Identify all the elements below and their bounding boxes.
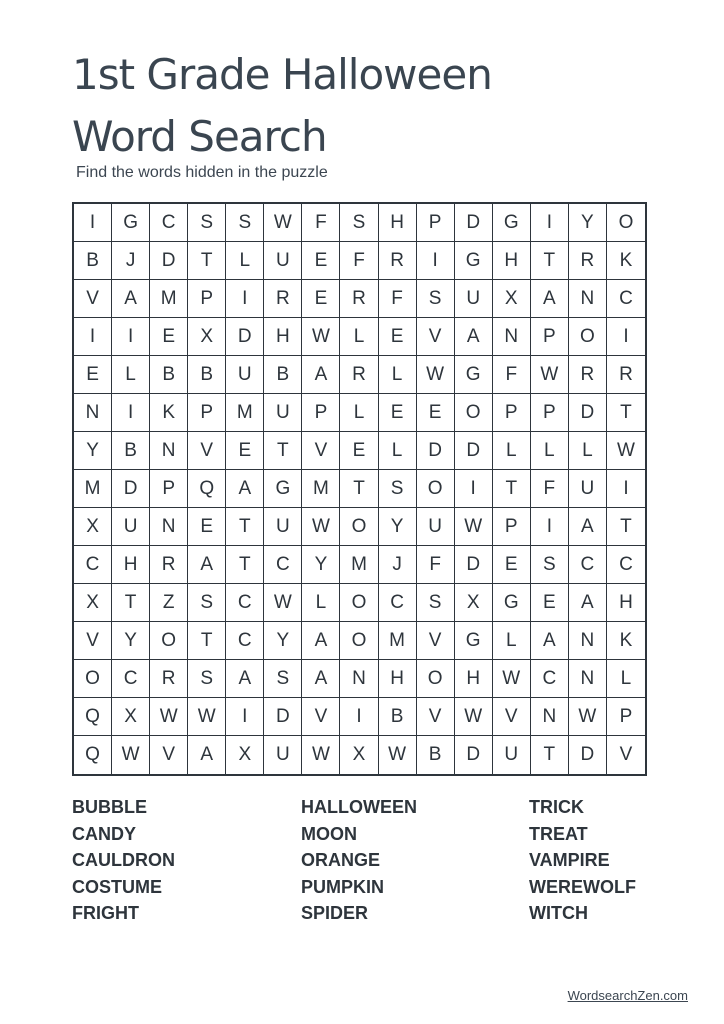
- grid-cell: I: [112, 318, 150, 356]
- grid-cell: H: [379, 204, 417, 242]
- grid-cell: L: [112, 356, 150, 394]
- grid-cell: P: [607, 698, 645, 736]
- grid-cell: D: [569, 394, 607, 432]
- grid-cell: Y: [569, 204, 607, 242]
- letter-grid: [72, 202, 647, 776]
- grid-cell: F: [417, 546, 455, 584]
- grid-cell: T: [112, 584, 150, 622]
- grid-cell: D: [455, 432, 493, 470]
- word-list-item: COSTUME: [72, 876, 162, 897]
- grid-cell: L: [226, 242, 264, 280]
- grid-cell: D: [112, 470, 150, 508]
- grid-cell: D: [226, 318, 264, 356]
- grid-cell: I: [226, 698, 264, 736]
- grid-cell: L: [379, 432, 417, 470]
- grid-cell: O: [340, 622, 378, 660]
- grid-cell: A: [112, 280, 150, 318]
- grid-cell: P: [493, 508, 531, 546]
- grid-cell: W: [455, 508, 493, 546]
- grid-cell: I: [531, 204, 569, 242]
- grid-cell: H: [379, 660, 417, 698]
- grid-cell: S: [417, 280, 455, 318]
- grid-cell: F: [379, 280, 417, 318]
- word-list-column-1: [72, 794, 175, 927]
- grid-cell: A: [455, 318, 493, 356]
- grid-cell: L: [379, 356, 417, 394]
- grid-cell: C: [226, 584, 264, 622]
- grid-cell: E: [74, 356, 112, 394]
- grid-cell: U: [569, 470, 607, 508]
- grid-cell: N: [531, 698, 569, 736]
- word-list-item: CANDY: [72, 823, 137, 844]
- grid-cell: E: [150, 318, 188, 356]
- grid-cell: V: [417, 622, 455, 660]
- word-list: [72, 794, 672, 934]
- grid-cell: W: [302, 318, 340, 356]
- grid-cell: V: [493, 698, 531, 736]
- grid-cell: E: [226, 432, 264, 470]
- grid-cell: N: [569, 622, 607, 660]
- grid-cell: E: [379, 394, 417, 432]
- grid-cell: M: [226, 394, 264, 432]
- grid-cell: W: [188, 698, 226, 736]
- grid-cell: E: [302, 280, 340, 318]
- grid-cell: E: [340, 432, 378, 470]
- grid-cell: L: [340, 318, 378, 356]
- grid-cell: V: [302, 432, 340, 470]
- grid-cell: T: [607, 394, 645, 432]
- grid-cell: D: [455, 546, 493, 584]
- grid-cell: E: [379, 318, 417, 356]
- grid-cell: R: [379, 242, 417, 280]
- grid-cell: A: [302, 356, 340, 394]
- word-list-item: CAULDRON: [72, 850, 175, 870]
- grid-cell: L: [531, 432, 569, 470]
- word-list-item: FRIGHT: [72, 903, 139, 923]
- grid-cell: L: [493, 622, 531, 660]
- grid-cell: T: [264, 432, 302, 470]
- page-title: [72, 44, 492, 168]
- grid-cell: Y: [112, 622, 150, 660]
- grid-cell: W: [569, 698, 607, 736]
- grid-cell: T: [531, 242, 569, 280]
- grid-cell: R: [569, 356, 607, 394]
- grid-cell: R: [150, 660, 188, 698]
- grid-cell: A: [569, 584, 607, 622]
- grid-cell: V: [188, 432, 226, 470]
- grid-cell: H: [493, 242, 531, 280]
- grid-cell: O: [340, 584, 378, 622]
- grid-cell: M: [379, 622, 417, 660]
- grid-cell: W: [264, 584, 302, 622]
- grid-cell: V: [302, 698, 340, 736]
- grid-cell: X: [455, 584, 493, 622]
- grid-cell: C: [112, 660, 150, 698]
- grid-cell: F: [302, 204, 340, 242]
- grid-cell: M: [302, 470, 340, 508]
- grid-cell: F: [493, 356, 531, 394]
- grid-cell: V: [417, 318, 455, 356]
- grid-cell: P: [417, 204, 455, 242]
- grid-cell: C: [150, 204, 188, 242]
- grid-cell: R: [340, 356, 378, 394]
- grid-cell: W: [607, 432, 645, 470]
- grid-cell: V: [74, 280, 112, 318]
- grid-cell: U: [455, 280, 493, 318]
- grid-cell: S: [340, 204, 378, 242]
- grid-cell: I: [340, 698, 378, 736]
- grid-cell: I: [607, 470, 645, 508]
- grid-cell: X: [188, 318, 226, 356]
- grid-cell: C: [74, 546, 112, 584]
- grid-cell: W: [150, 698, 188, 736]
- word-list-item: MOON: [301, 823, 357, 844]
- grid-cell: U: [226, 356, 264, 394]
- grid-cell: J: [379, 546, 417, 584]
- grid-cell: P: [531, 394, 569, 432]
- grid-cell: L: [302, 584, 340, 622]
- grid-cell: G: [264, 470, 302, 508]
- word-list-column-3: [529, 794, 636, 927]
- grid-cell: X: [112, 698, 150, 736]
- grid-cell: Z: [150, 584, 188, 622]
- grid-cell: T: [226, 508, 264, 546]
- grid-cell: A: [569, 508, 607, 546]
- instructions-text: Find the words hidden in the puzzle: [76, 164, 328, 181]
- grid-cell: F: [531, 470, 569, 508]
- grid-cell: S: [379, 470, 417, 508]
- grid-cell: A: [302, 660, 340, 698]
- grid-cell: U: [264, 242, 302, 280]
- grid-cell: R: [150, 546, 188, 584]
- grid-cell: N: [150, 508, 188, 546]
- grid-cell: O: [417, 470, 455, 508]
- word-list-item: HALLOWEEN: [301, 797, 417, 817]
- grid-cell: X: [226, 736, 264, 774]
- grid-cell: G: [455, 356, 493, 394]
- grid-cell: S: [264, 660, 302, 698]
- grid-cell: R: [264, 280, 302, 318]
- grid-cell: N: [493, 318, 531, 356]
- grid-cell: E: [531, 584, 569, 622]
- grid-cell: I: [531, 508, 569, 546]
- grid-cell: I: [607, 318, 645, 356]
- grid-cell: H: [607, 584, 645, 622]
- grid-cell: K: [607, 622, 645, 660]
- grid-cell: L: [569, 432, 607, 470]
- grid-cell: O: [74, 660, 112, 698]
- word-list-item: ORANGE: [301, 850, 381, 870]
- grid-cell: W: [112, 736, 150, 774]
- grid-cell: I: [417, 242, 455, 280]
- grid-cell: S: [188, 660, 226, 698]
- grid-cell: D: [417, 432, 455, 470]
- grid-cell: C: [607, 546, 645, 584]
- grid-cell: O: [417, 660, 455, 698]
- grid-cell: Y: [74, 432, 112, 470]
- grid-cell: W: [264, 204, 302, 242]
- grid-cell: T: [531, 736, 569, 774]
- grid-cell: H: [455, 660, 493, 698]
- grid-cell: Y: [264, 622, 302, 660]
- grid-cell: V: [74, 622, 112, 660]
- grid-cell: M: [74, 470, 112, 508]
- grid-cell: T: [493, 470, 531, 508]
- grid-cell: X: [74, 508, 112, 546]
- grid-cell: O: [569, 318, 607, 356]
- grid-cell: Q: [74, 698, 112, 736]
- grid-cell: B: [112, 432, 150, 470]
- grid-cell: C: [226, 622, 264, 660]
- grid-cell: D: [455, 736, 493, 774]
- grid-cell: D: [150, 242, 188, 280]
- grid-cell: D: [264, 698, 302, 736]
- grid-cell: M: [150, 280, 188, 318]
- grid-cell: W: [379, 736, 417, 774]
- grid-cell: P: [302, 394, 340, 432]
- grid-cell: Y: [302, 546, 340, 584]
- grid-cell: P: [493, 394, 531, 432]
- grid-cell: S: [531, 546, 569, 584]
- grid-cell: P: [150, 470, 188, 508]
- word-list-item: PUMPKIN: [301, 876, 385, 897]
- grid-cell: N: [569, 660, 607, 698]
- grid-cell: A: [226, 470, 264, 508]
- grid-cell: Y: [379, 508, 417, 546]
- grid-cell: B: [417, 736, 455, 774]
- grid-cell: B: [150, 356, 188, 394]
- grid-cell: X: [74, 584, 112, 622]
- grid-cell: O: [607, 204, 645, 242]
- grid-cell: W: [493, 660, 531, 698]
- grid-cell: A: [188, 736, 226, 774]
- word-list-item: SPIDER: [301, 903, 369, 923]
- grid-cell: I: [455, 470, 493, 508]
- grid-cell: K: [607, 242, 645, 280]
- grid-cell: G: [112, 204, 150, 242]
- title-line-2: Word Search: [72, 112, 327, 161]
- grid-cell: T: [340, 470, 378, 508]
- grid-cell: O: [150, 622, 188, 660]
- grid-cell: A: [188, 546, 226, 584]
- grid-cell: W: [417, 356, 455, 394]
- title-line-1: 1st Grade Halloween: [72, 50, 492, 99]
- grid-cell: U: [493, 736, 531, 774]
- grid-cell: R: [340, 280, 378, 318]
- grid-cell: S: [226, 204, 264, 242]
- word-list-item: WEREWOLF: [529, 876, 636, 897]
- grid-cell: E: [417, 394, 455, 432]
- grid-cell: X: [493, 280, 531, 318]
- grid-cell: P: [531, 318, 569, 356]
- word-list-item: VAMPIRE: [529, 850, 610, 870]
- grid-cell: I: [226, 280, 264, 318]
- grid-cell: L: [493, 432, 531, 470]
- grid-cell: T: [188, 622, 226, 660]
- grid-cell: P: [188, 394, 226, 432]
- grid-cell: G: [455, 242, 493, 280]
- grid-cell: E: [188, 508, 226, 546]
- grid-cell: H: [264, 318, 302, 356]
- grid-cell: N: [569, 280, 607, 318]
- grid-cell: A: [226, 660, 264, 698]
- grid-cell: O: [340, 508, 378, 546]
- grid-cell: W: [531, 356, 569, 394]
- grid-cell: C: [379, 584, 417, 622]
- grid-cell: I: [74, 318, 112, 356]
- word-list-item: TREAT: [529, 823, 588, 844]
- grid-cell: N: [150, 432, 188, 470]
- grid-cell: R: [607, 356, 645, 394]
- grid-cell: W: [302, 736, 340, 774]
- grid-cell: C: [569, 546, 607, 584]
- grid-cell: Q: [188, 470, 226, 508]
- grid-cell: N: [340, 660, 378, 698]
- grid-cell: Q: [74, 736, 112, 774]
- grid-cell: B: [74, 242, 112, 280]
- grid-cell: O: [455, 394, 493, 432]
- grid-cell: G: [493, 204, 531, 242]
- grid-cell: S: [188, 204, 226, 242]
- grid-cell: X: [340, 736, 378, 774]
- grid-cell: A: [531, 280, 569, 318]
- grid-cell: V: [150, 736, 188, 774]
- grid-cell: U: [264, 394, 302, 432]
- grid-cell: W: [302, 508, 340, 546]
- grid-cell: T: [226, 546, 264, 584]
- grid-cell: W: [455, 698, 493, 736]
- grid-cell: C: [607, 280, 645, 318]
- grid-cell: P: [188, 280, 226, 318]
- grid-cell: T: [188, 242, 226, 280]
- word-list-item: TRICK: [529, 797, 584, 817]
- grid-cell: V: [417, 698, 455, 736]
- grid-cell: E: [493, 546, 531, 584]
- footer-link[interactable]: WordsearchZen.com: [567, 988, 688, 1003]
- grid-cell: C: [264, 546, 302, 584]
- grid-cell: D: [455, 204, 493, 242]
- grid-cell: G: [455, 622, 493, 660]
- word-list-item: BUBBLE: [72, 797, 147, 817]
- word-list-item: WITCH: [529, 903, 588, 923]
- grid-cell: S: [417, 584, 455, 622]
- grid-cell: S: [188, 584, 226, 622]
- grid-cell: U: [417, 508, 455, 546]
- grid-cell: B: [264, 356, 302, 394]
- grid-cell: K: [150, 394, 188, 432]
- grid-cell: V: [619, 744, 633, 765]
- grid-cell: M: [340, 546, 378, 584]
- grid-cell: B: [188, 356, 226, 394]
- grid-cell: F: [340, 242, 378, 280]
- grid-cell: T: [607, 508, 645, 546]
- grid-cell: U: [264, 736, 302, 774]
- grid-cell: L: [340, 394, 378, 432]
- grid-cell: C: [531, 660, 569, 698]
- grid-cell: B: [379, 698, 417, 736]
- grid-cell: L: [607, 660, 645, 698]
- grid-cell: E: [302, 242, 340, 280]
- grid-cell: R: [569, 242, 607, 280]
- grid-cell: I: [74, 204, 112, 242]
- grid-cell: G: [493, 584, 531, 622]
- grid-cell: I: [112, 394, 150, 432]
- word-list-column-2: [301, 794, 417, 927]
- grid-cell: A: [302, 622, 340, 660]
- grid-cell: D: [569, 736, 607, 774]
- grid-cell: J: [112, 242, 150, 280]
- grid-cell: H: [112, 546, 150, 584]
- grid-cell: A: [531, 622, 569, 660]
- grid-cell: U: [264, 508, 302, 546]
- grid-cell: N: [74, 394, 112, 432]
- grid-cell: U: [112, 508, 150, 546]
